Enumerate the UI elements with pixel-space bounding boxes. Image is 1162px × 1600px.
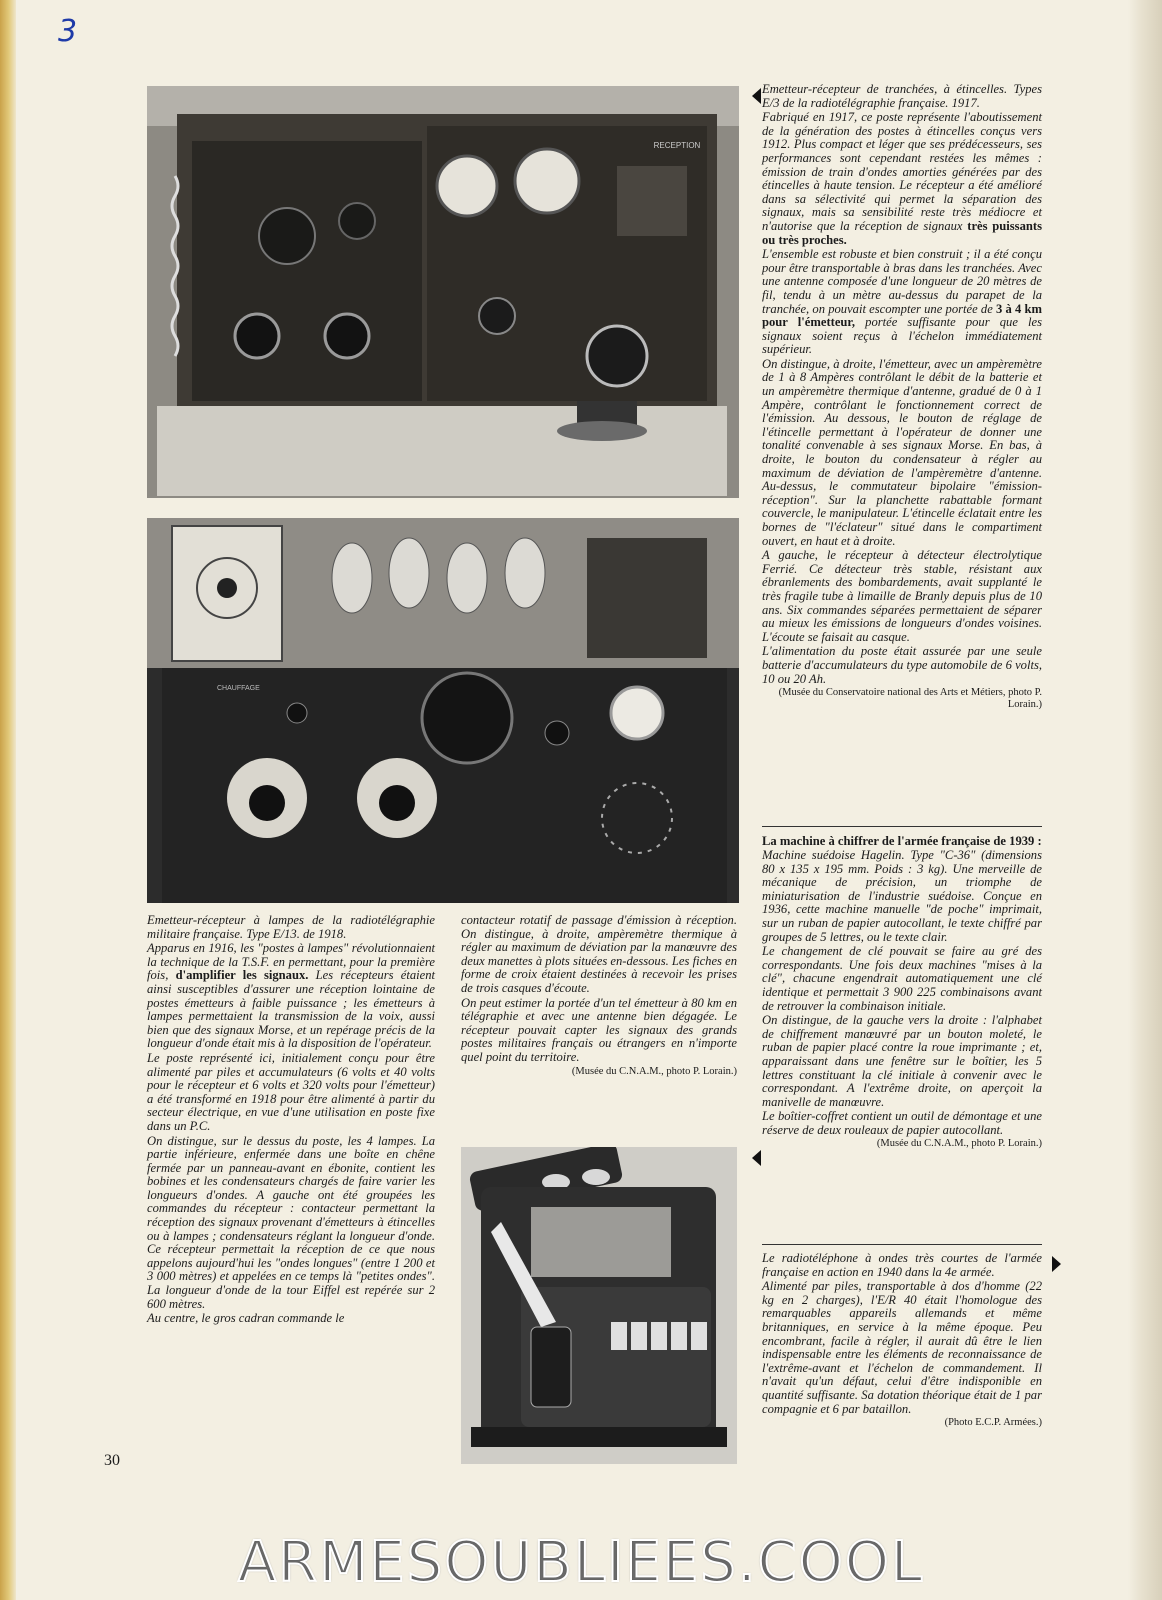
caption-e3-paragraph-3: On distingue, à droite, l'émetteur, avec un ampèremètre de 1 à 8 Ampères contrôlant le débit de la batterie et un ampèremètre thermique d'antenne, gradué de 0 à 1 Ampère, contrôlant le fonctionnement correct de l'émission. Au dessous, le bouton de réglage de l'étincelle permettant à l'opérateur de donner une tonalité convenable à ses signaux Morse. En bas, à droite, le bouton du condensateur à régler au maximum de déviation de l'ampèremètre d'antenne. Au-dessus, le commutateur bipolaire "émission-réception". Sur la planchette rabattable formant couvercle, le manipulateur. L'étincelle éclatait entre les bornes de "l'éclateur" situé dans le compartiment ouvert, en haut et à droite. [762,356,1042,548]
pointer-left-arrow-icon-2 [752,1150,761,1166]
caption-e3-block [762,83,1042,712]
caption-e3-paragraph-1: Fabriqué en 1917, ce poste représente l'aboutissement de la génération des postes à étincelles conçus vers 1912. Plus compact et léger que ses prédécesseurs, ses performances sont cependant restées les mêmes : émission de train d'ondes amorties générées par des étincelles à haute tension. Le récepteur a été amélioré dans sa sélectivité qui permet la séparation des signaux, mais sa sensibilité reste très médiocre et n'autorise que la réception de signaux très puissants ou très proches. [762,110,1042,247]
caption-er40-credit: (Photo E.C.P. Armées.) [944,1417,1042,1429]
page-number: 30 [104,1452,120,1469]
photo-e3-transceiver [147,86,739,498]
photo-c36-cipher-machine [461,1147,737,1464]
caption-e13-paragraph-2: Le poste représenté ici, initialement conçu pour être alimenté par piles et accumulateurs (6 volts et 40 volts pour le récepteur et 6 volts et 320 volts pour l'émetteur) a été transformé en 1918 pour être alimenté à partir du secteur électrique, en vue d'une utilisation en poste fixe dans un P.C. [147,1050,435,1133]
section-divider [762,826,1042,827]
pointer-right-arrow-icon [1052,1256,1061,1272]
caption-e13-continued-paragraph-1: contacteur rotatif de passage d'émission à réception. On distingue, à droite, ampèremètre thermique à régler au maximum de déviation par la manœuvre des deux manettes à plots situées en-dessous. Les fiches en forme de croix étaient destinées à recevoir les prises de trois casques d'écoute. [461,913,737,995]
caption-e13-paragraph-3: On distingue, sur le dessus du poste, les 4 lampes. La partie inférieure, enfermée dans une boîte en chêne fermée par un panneau-avant en ébonite, contient les bobines et les condensateurs chargés de faire varier les longueurs d'ondes. A gauche ont été groupées les commandes du récepteur : contacteur permettant la réception des signaux provenant d'émetteurs à étincelles ou à lampes ; condensateurs réglant la longueur d'onde. Ce récepteur permettait la réception de ce que nous appelons aujourd'hui les "ondes longues" (entre 1 200 et 3 000 mètres) et appelées en ce temps là "petites ondes". La longueur d'onde de la tour Eiffel est repérée sur 2 600 mètres. [147,1133,435,1311]
caption-e3-credit: (Musée du Conservatoire national des Arts et Métiers, photo P. Lorain.) [778,687,1042,711]
pointer-left-arrow-icon [752,88,761,104]
caption-c36-paragraph-3: On distingue, de la gauche vers la droite : l'alphabet de chiffrement manœuvré par un bouton moleté, le ruban de papier placé contre la roue imprimante ; et, apparaissant dans une fenêtre sur le boîtier, les 5 lettres constituant la clé initiale à convenir avec le correspondant. A l'extrême droite, on aperçoit la manivelle de manœuvre. [762,1013,1042,1109]
handwritten-page-mark: 3 [58,14,78,49]
page-edge-right [1128,0,1162,1600]
caption-e13-lead: Emetteur-récepteur à lampes de la radiotélégraphie militaire française. Type E/13. de 1918. [147,913,435,941]
site-watermark: ARMESOUBLIEES.COOL [237,1530,925,1595]
section-divider-2 [762,1244,1042,1245]
page-edge-left [0,0,16,1600]
caption-c36-paragraph-2: Le changement de clé pouvait se faire au gré des correspondants. Une fois deux machines "mises à la clé", chacune engendrait automatiquement une clé identique et permettait 3 900 225 combinaisons avant de retrouver la combinaison initiale. [762,944,1042,1013]
caption-c36-paragraph-1: Machine suédoise Hagelin. Type "C-36" (dimensions 80 x 135 x 195 mm. Poids : 3 kg). Une merveille de mécanique de précision, un triomphe de miniaturisation de l'industrie suédoise. Conçue en 1936, cette machine manuelle "de poche" imprimait, sur un ruban de papier autocollant, le texte chiffré par groupes de 5 lettres, ou le texte clair. [762,848,1042,944]
caption-c36-heading: La machine à chiffrer de l'armée française de 1939 : [762,834,1042,848]
caption-c36-paragraph-4: Le boîtier-coffret contient un outil de démontage et une réserve de deux rouleaux de papier autocollant. [762,1109,1042,1137]
photo-e13-transceiver [147,518,739,903]
caption-e3-paragraph-4: A gauche, le récepteur à détecteur électrolytique Ferrié. Ce détecteur très stable, résistant aux ébranlements des bombardements, avait supplanté le très fragile tube à limaille de Branly depuis plus de 10 ans. Six commandes séparées permettaient de séparer au mieux les émissions de longueurs d'ondes voisines. L'écoute se faisait au casque. [762,548,1042,644]
caption-c36-credit: (Musée du C.N.A.M., photo P. Lorain.) [876,1138,1042,1150]
e3-plate-text: RECEPTION [653,141,701,150]
caption-e13-block [147,914,435,1327]
caption-er40-paragraph-2: Alimenté par piles, transportable à dos d'homme (22 kg en 2 charges), l'E/R 40 était l'homologue des remarquables appareils allemands et même britanniques, en service à la même époque. Peu encombrant, facile à régler, il aurait dû être le lien indispensable entre les éléments de reconnaissance de l'extrême-avant et l'échelon de commandement. Il n'avait qu'un défaut, celui d'être indisponible en quantité suffisante. Sa dotation théorique était de 1 par compagnie et 6 par bataillon. [762,1279,1042,1416]
caption-er40-paragraph-1: Le radiotéléphone à ondes très courtes de l'armée française en action en 1940 dans la 4e armée. [762,1251,1042,1279]
caption-er40-block [762,1252,1042,1430]
caption-e13-continued-paragraph-2: On peut estimer la portée d'un tel émetteur à 80 km en télégraphie et avec une antenne bien dégagée. Le récepteur pouvait capter les signaux des grands postes militaires français ou étrangers en n'importe quel point du territoire. [461,995,737,1064]
e13-plate-text: CHAUFFAGE [217,685,260,692]
caption-e13-paragraph-1: Apparus en 1916, les "postes à lampes" révolutionnaient la technique de la T.S.F. en permettant, pour la première fois, d'amplifier les signaux. Les récepteurs étaient ainsi susceptibles d'assurer une réception lointaine de postes émetteurs à faible puissance ; les émetteurs à lampes permettaient la transmission de la voix, aussi bien que des signaux Morse, et un repérage précis de la longueur d'onde était mis à la disposition de l'opérateur. [147,941,436,1051]
caption-e13-credit: (Musée du C.N.A.M., photo P. Lorain.) [571,1065,737,1077]
caption-e13-continued [461,914,737,1079]
caption-e3-paragraph-2: L'ensemble est robuste et bien construit ; il a été conçu pour être transportable à bras dans les tranchées. Avec une antenne composée d'une longueur de 20 mètres de fil, tendu à un mètre au-dessus du parapet de la tranchée, on pouvait escompter une portée de 3 à 4 km pour l'émetteur, portée suffisante pour que les signaux soient reçus à l'échelon immédiatement supérieur. [762,247,1043,357]
caption-e3-paragraph-5: L'alimentation du poste était assurée par une seule batterie d'accumulateurs du type automobile de 6 volts, 10 ou 20 Ah. [762,644,1042,686]
caption-e3-lead: Emetteur-récepteur de tranchées, à étincelles. Types E/3 de la radiotélégraphie française. 1917. [762,82,1042,110]
caption-c36-block [762,834,1042,1151]
caption-e13-paragraph-4: Au centre, le gros cadran commande le [147,1311,345,1326]
